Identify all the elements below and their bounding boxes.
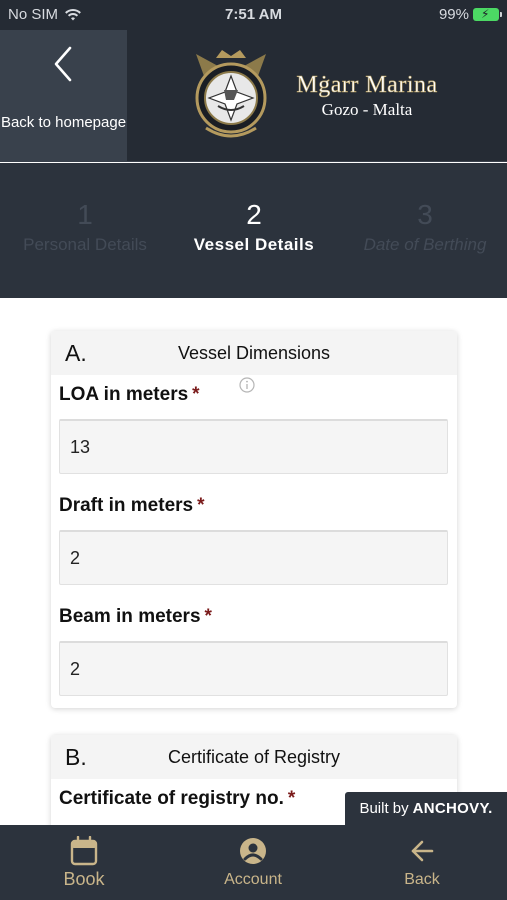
required-marker: * xyxy=(192,384,200,405)
info-icon[interactable] xyxy=(239,377,255,393)
brand-name: Mġarr Marina xyxy=(296,72,438,98)
marina-brand xyxy=(282,72,452,120)
step-number: 3 xyxy=(417,199,433,230)
step-label: Date of Berthing xyxy=(363,235,487,254)
calendar-icon xyxy=(70,836,98,866)
tab-account[interactable] xyxy=(193,835,313,889)
loa-label: LOA in meters * xyxy=(59,384,200,405)
beam-label: Beam in meters * xyxy=(59,606,212,627)
draft-label: Draft in meters * xyxy=(59,495,205,516)
marina-crest-logo xyxy=(188,48,274,144)
loa-input[interactable] xyxy=(59,419,448,474)
section-title: Certificate of Registry xyxy=(167,747,341,767)
tab-book[interactable] xyxy=(24,835,144,890)
card-header xyxy=(51,735,457,779)
step-number: 2 xyxy=(246,199,262,230)
certificate-number-label: Certificate of registry no. * xyxy=(59,788,296,809)
built-by-prefix: Built by xyxy=(359,800,409,817)
tab-label: Account xyxy=(224,871,282,888)
section-letter: A. xyxy=(65,340,87,366)
step-date-of-berthing[interactable] xyxy=(350,199,500,255)
tab-back[interactable] xyxy=(362,835,482,889)
battery-percent: 99% xyxy=(438,6,469,23)
required-marker: * xyxy=(204,606,212,627)
draft-input[interactable] xyxy=(59,530,448,585)
battery-icon: ⚡ xyxy=(473,8,499,21)
required-marker: * xyxy=(197,495,205,516)
tab-label: Back xyxy=(404,871,440,888)
battery-status xyxy=(439,6,499,23)
card-header xyxy=(51,331,457,375)
back-to-homepage-label: Back to homepage xyxy=(0,114,127,131)
account-icon xyxy=(239,837,267,865)
built-by-badge[interactable] xyxy=(345,792,507,825)
bottom-tab-bar xyxy=(0,825,507,900)
arrow-left-icon xyxy=(409,839,435,863)
step-label: Personal Details xyxy=(23,235,147,254)
beam-input[interactable] xyxy=(59,641,448,696)
step-personal-details[interactable] xyxy=(10,199,160,255)
step-number: 1 xyxy=(77,199,93,230)
app-header xyxy=(0,30,507,162)
status-bar xyxy=(0,0,507,30)
required-marker: * xyxy=(287,788,296,809)
step-label: Vessel Details xyxy=(193,235,315,254)
clock: 7:51 AM xyxy=(225,6,282,23)
section-letter: B. xyxy=(65,744,87,770)
step-vessel-details[interactable] xyxy=(178,199,330,255)
brand-location: Gozo - Malta xyxy=(321,100,413,119)
booking-stepper xyxy=(0,163,507,298)
tab-label: Book xyxy=(63,869,105,889)
carrier-text: No SIM xyxy=(8,6,59,23)
built-by-brand: ANCHOVY. xyxy=(412,800,493,817)
chevron-left-icon xyxy=(50,44,76,84)
back-to-homepage-button[interactable] xyxy=(0,30,127,162)
section-title: Vessel Dimensions xyxy=(177,343,331,363)
vessel-dimensions-card xyxy=(51,331,457,708)
